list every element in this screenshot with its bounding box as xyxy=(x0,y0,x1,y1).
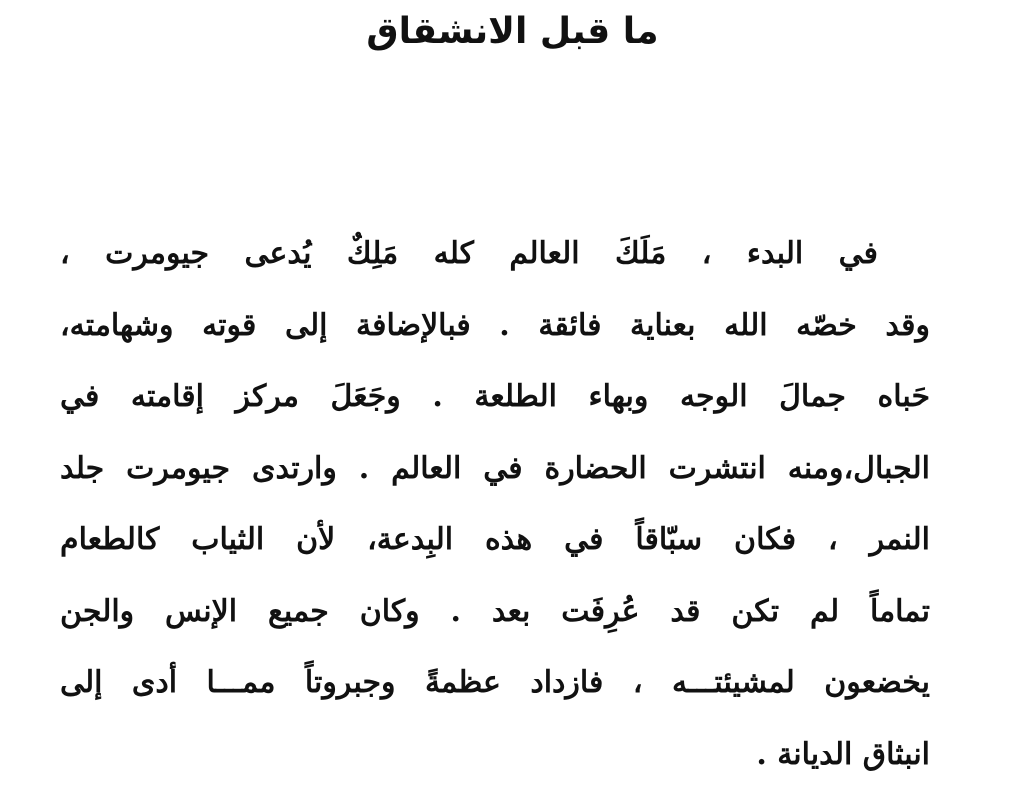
text-line: تماماً لم تكن قد عُرِفَت بعد . وكان جميع الإنس والجن xyxy=(60,576,930,648)
body-paragraph xyxy=(60,218,930,790)
text-line: انبثاق الديانة . xyxy=(60,719,930,790)
text-line: الجبال،ومنه انتشرت الحضارة في العالم . وارتدى جيومرت جلد xyxy=(60,433,930,505)
text-line: وقد خصّه الله بعناية فائقة . فبالإضافة إلى قوته وشهامته، xyxy=(60,290,930,362)
text-line: يخضعون لمشيئتـــه ، فازداد عظمةً وجبروتاً ممـــا أدى إلى xyxy=(60,647,930,719)
text-line: في البدء ، مَلَكَ العالم كله مَلِكٌ يُدعى جيومرت ، xyxy=(60,218,930,290)
text-line: النمر ، فكان سبّاقاً في هذه البِدعة، لأن الثياب كالطعام xyxy=(60,504,930,576)
page-title: ما قبل الانشقاق xyxy=(0,10,1025,53)
text-line: حَباه جمالَ الوجه وبهاء الطلعة . وجَعَلَ مركز إقامته في xyxy=(60,361,930,433)
